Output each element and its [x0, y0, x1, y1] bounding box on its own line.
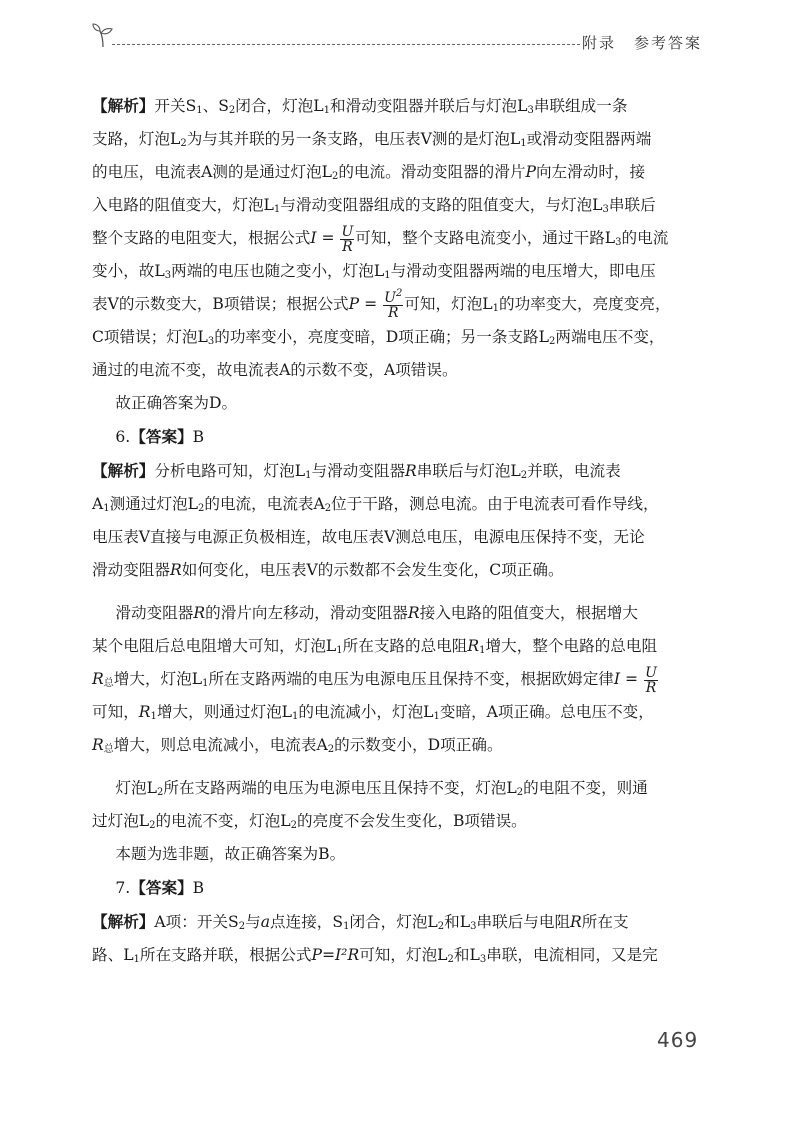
page-number: 469: [657, 1028, 699, 1052]
conclusion-paragraph-2: 本题为选非题，故正确答案为B。: [115, 845, 346, 863]
ohms-law-fraction: $\frac{U}{R}$: [341, 223, 354, 255]
analysis-paragraph-1: 【解析】开关$S_1$、$S_2$闭合，灯泡$L_1$和滑动变阻器并联后与灯泡$L_3$串联组成一条 支路，灯泡$L_2$为与其并联的另一条支路，电压表V测的是灯泡$L_1$或滑动变阻器两端 的电压，电流表A测的是通过灯泡$L_2$的电流。滑动变阻器的滑片P向左滑动时，接 入电路的阻值变大，灯泡$L_1$与滑动变阻器组成的支路的阻值变大，与灯泡$L_3$串联后 整个支路的电阻变大，根据公式I = $\frac{U}{R}$ 可知，整个支路电流变小，通过干路$L_3$的电流 变小，故$L_3$两端的电压也随之变小，灯泡$L_1$与滑动变阻器两端的电压增大，即电压 表V的示数变大，B项错误；根据公式P = $\frac{U^2}{R}$ 可知，灯泡$L_1$的功率变大，亮度变亮， C项错误；灯泡$L_3$的功率变小，亮度变暗，D项正确；另一条支路$L_2$两端电压不变， 通过的电流不变，故电流表A的示数不变，A项错误。: [92, 96, 671, 379]
ohms-law-fraction-2: $\frac{U}{R}$: [645, 664, 657, 696]
header-divider: [112, 44, 580, 45]
sprout-icon: [92, 22, 114, 48]
header-title: 参考答案: [633, 34, 702, 52]
analysis-paragraph-4: 灯泡$L_2$所在支路两端的电压为电源电压且保持不变，灯泡$L_2$的电阻不变，则通 过灯泡$L_2$的电流不变，灯泡$L_2$的亮度不会发生变化，B项错误。: [92, 779, 648, 831]
question-7-answer: 7.【答案】B: [115, 878, 205, 897]
analysis-paragraph-3: 滑动变阻器R的滑片向左移动，滑动变阻器R接入电路的阻值变大，根据增大 某个电阻后总电阻增大可知，灯泡$L_1$所在支路的总电阻$R_1$增大，整个电路的总电阻 $R_总$增大，灯泡$L_1$所在支路两端的电压为电源电压且保持不变，根据欧姆定律I = $\frac{U}{R}$ 可知，$R_1$增大，则通过灯泡$L_1$的电流减小，灯泡$L_1$变暗，A项正确。总电压不变， $R_总$增大，则总电流减小，电流表$A_2$的示数变小，D项正确。: [92, 604, 658, 755]
power-formula-fraction: $\frac{U^2}{R}$: [384, 287, 403, 321]
answer-content: [92, 89, 704, 972]
conclusion-paragraph-1: 故正确答案为D。: [115, 394, 238, 412]
header-section-title: [582, 32, 702, 53]
question-6-answer: 6.【答案】B: [115, 427, 205, 446]
analysis-paragraph-2: 【解析】分析电路可知，灯泡$L_1$与滑动变阻器R串联后与灯泡$L_2$并联，电流表 $A_1$测通过灯泡$L_2$的电流，电流表$A_2$位于干路，测总电流。由于电流表可看作导线， 电压表V直接与电源正负极相连，故电压表V测总电压，电源电压保持不变，无论 滑动变阻器R如何变化，电压表V的示数都不会发生变化，C项正确。: [92, 461, 659, 579]
analysis-paragraph-5: 【解析】A项：开关$S_2$与a点连接，$S_1$闭合，灯泡$L_2$和$L_3$串联后与电阻R所在支 路、$L_1$所在支路并联，根据公式P=I²R可知，灯泡$L_2$和$L_3$串联，电流相同，又是完: [92, 912, 658, 965]
page-header: [92, 22, 702, 52]
header-section: 附录: [581, 34, 616, 52]
